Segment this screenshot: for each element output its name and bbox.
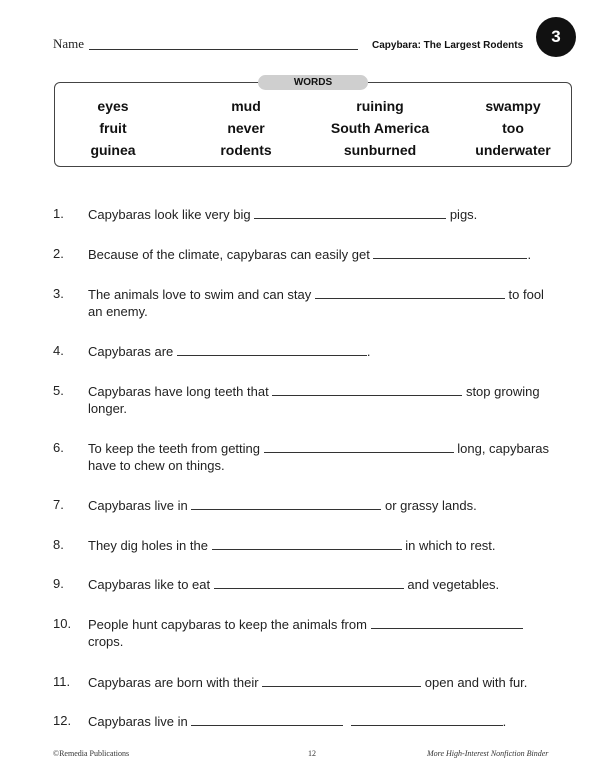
answer-blank[interactable] [373, 246, 527, 259]
word-bank-word: South America [330, 120, 430, 136]
word-bank-word: ruining [356, 98, 404, 114]
name-label: Name [53, 36, 85, 51]
question-text-after: and vegetables. [407, 577, 500, 592]
question-text: Because of the climate, capybaras can easily get [88, 247, 370, 262]
name-input-line[interactable] [89, 49, 358, 50]
answer-blank[interactable] [272, 383, 462, 396]
question-number: 6. [53, 440, 64, 455]
question-text-continued: longer. [88, 401, 128, 416]
question-text: The animals love to swim and can stay [88, 287, 312, 302]
question-text-after: stop growing [465, 384, 540, 399]
answer-blank[interactable] [371, 616, 523, 629]
word-bank-word: never [227, 120, 265, 136]
question-number: 5. [53, 383, 64, 398]
answer-blank[interactable] [254, 206, 446, 219]
question-text: Capybaras are [88, 344, 174, 359]
worksheet-title: Capybara: The Largest Rodents [372, 40, 524, 51]
answer-blank[interactable] [177, 343, 367, 356]
question-number: 4. [53, 343, 64, 358]
question-text-after: . [527, 247, 532, 262]
question-text-after: in which to rest. [405, 538, 496, 553]
question-text-continued: have to chew on things. [88, 458, 225, 473]
page-number-badge: 3 [536, 17, 576, 57]
word-bank-word: guinea [90, 142, 136, 158]
question-text: Capybaras are born with their [88, 675, 259, 690]
answer-blank[interactable] [214, 576, 404, 589]
question-text-after: long, capybaras [457, 441, 550, 456]
answer-blank[interactable] [212, 537, 402, 550]
word-bank-label: WORDS [258, 75, 368, 90]
word-bank-word: swampy [485, 98, 541, 114]
answer-blank-2[interactable] [351, 713, 503, 726]
question-text: People hunt capybaras to keep the animals from [88, 617, 367, 632]
question-text: Capybaras live in [88, 498, 188, 513]
answer-blank[interactable] [262, 674, 421, 687]
question-text: Capybaras like to eat [88, 577, 211, 592]
word-bank-word: sunburned [343, 142, 417, 158]
question-text: They dig holes in the [88, 538, 208, 553]
question-number: 9. [53, 576, 64, 591]
word-bank-word: fruit [99, 120, 127, 136]
question-text: Capybaras look like very big [88, 207, 251, 222]
question-text-after: pigs. [449, 207, 478, 222]
question-text-after: to fool [508, 287, 544, 302]
question-number: 10. [53, 616, 72, 631]
word-bank-word: too [502, 120, 524, 136]
answer-blank[interactable] [191, 497, 381, 510]
footer-page-number: 12 [308, 749, 316, 758]
footer-copyright: ©Remedia Publications [53, 749, 130, 758]
question-text-after: . [366, 344, 371, 359]
word-bank-word: rodents [220, 142, 272, 158]
word-bank-word: eyes [97, 98, 129, 114]
question-number: 3. [53, 286, 64, 301]
question-text-after: or grassy lands. [384, 498, 477, 513]
footer-book-title: More High-Interest Nonfiction Binder [427, 749, 549, 758]
question-number: 12. [53, 713, 72, 728]
word-bank-word: underwater [475, 142, 551, 158]
question-text: To keep the teeth from getting [88, 441, 260, 456]
question-text: Capybaras live in [88, 714, 188, 729]
question-text-after: open and with fur. [424, 675, 528, 690]
question-text-continued: an enemy. [88, 304, 148, 319]
question-number: 1. [53, 206, 64, 221]
answer-blank[interactable] [264, 440, 454, 453]
answer-blank[interactable] [315, 286, 505, 299]
question-number: 7. [53, 497, 64, 512]
question-text-after: . [502, 714, 507, 729]
answer-blank[interactable] [191, 713, 343, 726]
question-number: 11. [53, 674, 71, 689]
question-number: 2. [53, 246, 64, 261]
word-bank-word: mud [231, 98, 261, 114]
question-number: 8. [53, 537, 64, 552]
question-text-continued: crops. [88, 634, 124, 649]
question-text: Capybaras have long teeth that [88, 384, 269, 399]
